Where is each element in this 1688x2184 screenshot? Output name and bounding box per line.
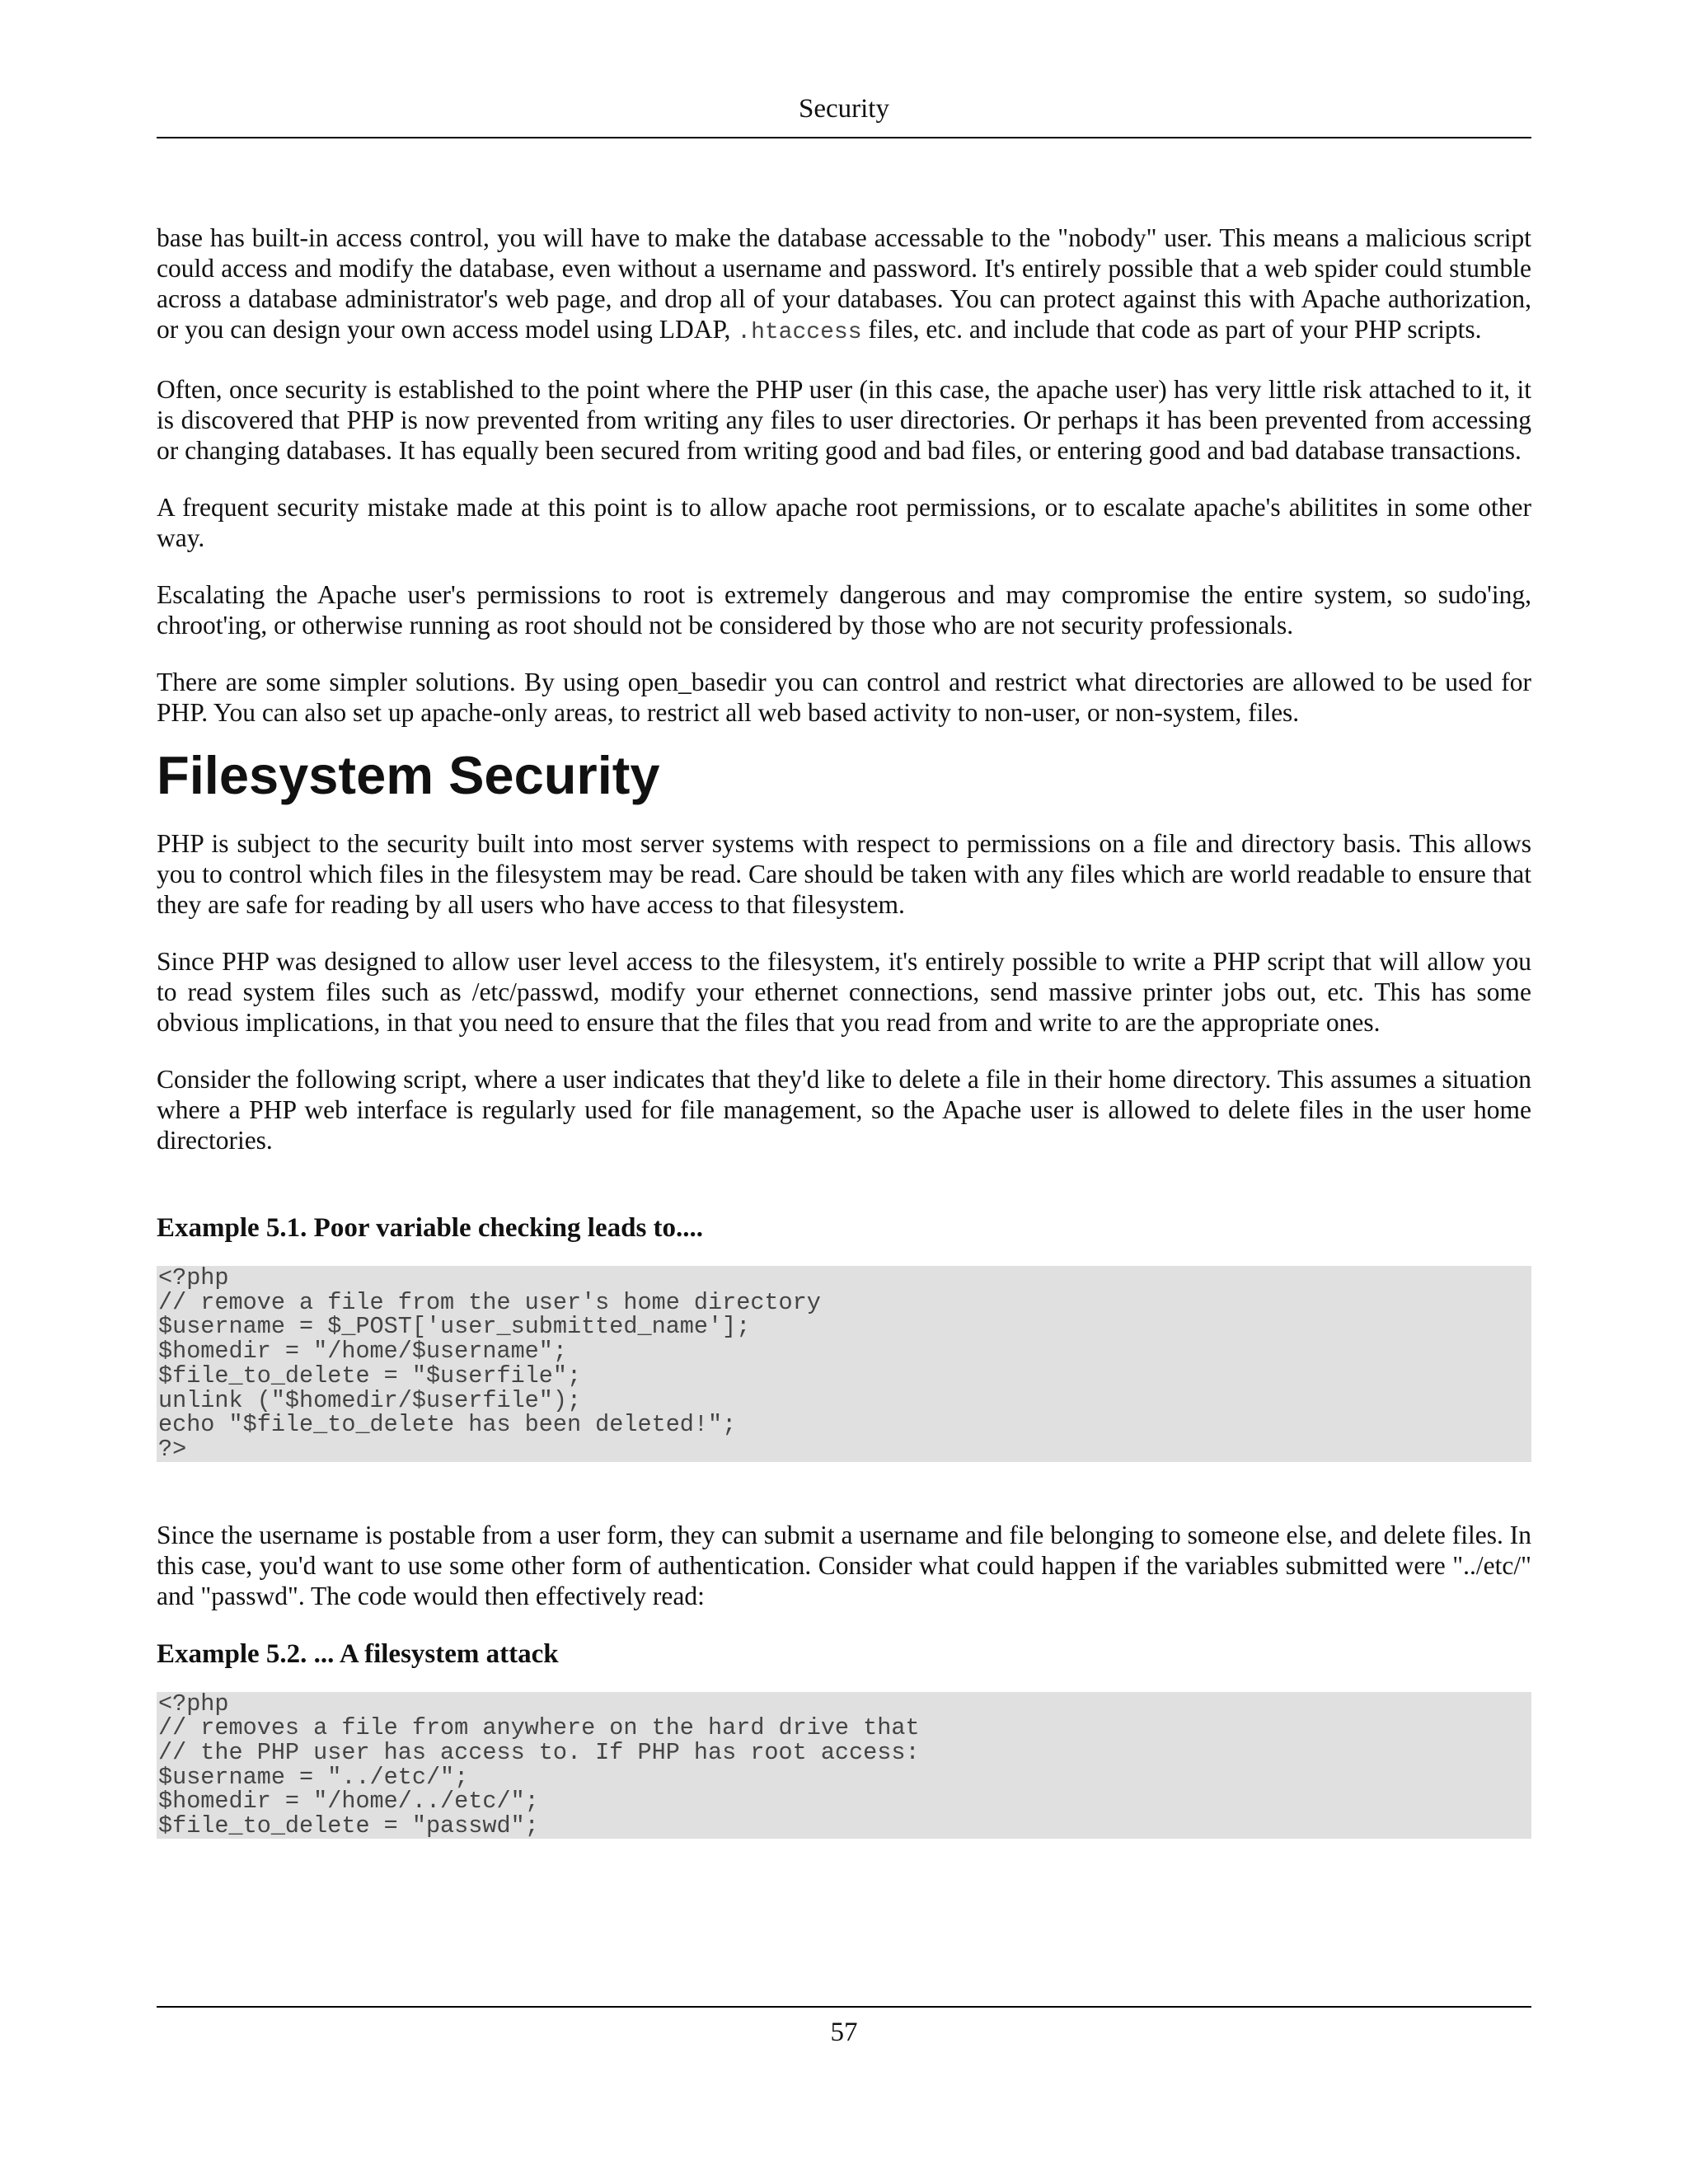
header-rule [157, 137, 1531, 138]
code-line: unlink ("$homedir/$userfile"); [158, 1386, 582, 1414]
code-line: $file_to_delete = "passwd"; [158, 1812, 539, 1839]
intro-paragraph-3: A frequent security mistake made at this point is to allow apache root permissions, or to escalate apache's abilitites in some other way. [157, 493, 1531, 552]
section-paragraph-2: Since PHP was designed to allow user level access to the filesystem, it's entirely possible to write a PHP script that will allow you to read system files such as /etc/passwd, modify your ethernet connections, send massive printer jobs out, etc. This has some obvious implications, in that you need to ensure that the files that you read from and write to are the appropriate ones. [157, 947, 1531, 1037]
intro-paragraph-1-text-b: files, etc. and include that code as part of your PHP scripts. [861, 315, 1482, 344]
intro-paragraph-2: Often, once security is established to the point where the PHP user (in this case, the apache user) has very little risk attached to it, it is discovered that PHP is now prevented from writing any files to user directories. Or perhaps it has been prevented from accessing or changing databases. It has equally been secured from writing good and bad files, or entering good and bad database transactions. [157, 375, 1531, 465]
example-2-title: Example 5.2. ... A filesystem attack [157, 1638, 559, 1669]
intro-paragraph-1-text-a: base has built-in access control, you will have to make the database accessable to the "nobody" user. This means a malicious script could access and modify the database, even without a username and password. It's entirely possible that a web spider could stumble across a database administrator's web page, and drop all of your databases. You can protect against this with Apache authorization, or you can design your own access model using LDAP, [157, 223, 1531, 344]
code-line: <?php [158, 1266, 229, 1291]
code-line: <?php [158, 1691, 229, 1718]
running-header: Security [799, 94, 889, 124]
intro-paragraph-1 [157, 223, 1531, 348]
section-title: Filesystem Security [157, 745, 660, 805]
page-number: 57 [830, 2018, 858, 2047]
example-2-code-block [157, 1692, 1531, 1839]
example-1-title: Example 5.1. Poor variable checking leads to.... [157, 1213, 704, 1243]
code-line: $homedir = "/home/$username"; [158, 1338, 567, 1366]
code-line: $username = "../etc/"; [158, 1763, 469, 1791]
code-line: // the PHP user has access to. If PHP has root access: [158, 1739, 920, 1767]
intro-paragraph-5: There are some simpler solutions. By using open_basedir you can control and restrict what directories are allowed to be used for PHP. You can also set up apache-only areas, to restrict all web based activity to non-user, or non-system, files. [157, 668, 1531, 727]
code-line: // removes a file from anywhere on the hard drive that [158, 1714, 920, 1742]
htaccess-inline-code: .htaccess [737, 320, 862, 345]
code-line: $file_to_delete = "$userfile"; [158, 1361, 582, 1390]
section-paragraph-3: Consider the following script, where a user indicates that they'd like to delete a file in their home directory. This assumes a situation where a PHP web interface is regularly used for file management, so the Apache user is allowed to delete files in the user home directories. [157, 1065, 1531, 1155]
code-line: $username = $_POST['user_submitted_name']; [158, 1313, 751, 1341]
example-1-code-block [157, 1266, 1531, 1462]
section-paragraph-1: PHP is subject to the security built into most server systems with respect to permissions on a file and directory basis. This allows you to control which files in the filesystem may be read. Care should be taken with any files which are world readable to ensure that they are safe for reading by all users who have access to that filesystem. [157, 829, 1531, 919]
intro-paragraph-4: Escalating the Apache user's permissions to root is extremely dangerous and may compromise the entire system, so sudo'ing, chroot'ing, or otherwise running as root should not be considered by those who are not security professionals. [157, 580, 1531, 640]
code-line: echo "$file_to_delete has been deleted!"; [158, 1411, 737, 1439]
section-paragraph-4: Since the username is postable from a user form, they can submit a username and file belonging to someone else, and delete files. In this case, you'd want to use some other form of authentication. Consider what could happen if the variables submitted were "../etc/" and "passwd". The code would then effectively read: [157, 1520, 1531, 1610]
code-line: ?> [158, 1435, 187, 1462]
code-line: $homedir = "/home/../etc/"; [158, 1788, 539, 1816]
page-content [157, 223, 1531, 1839]
code-line: // remove a file from the user's home directory [158, 1288, 821, 1316]
footer-rule [157, 2006, 1531, 2008]
